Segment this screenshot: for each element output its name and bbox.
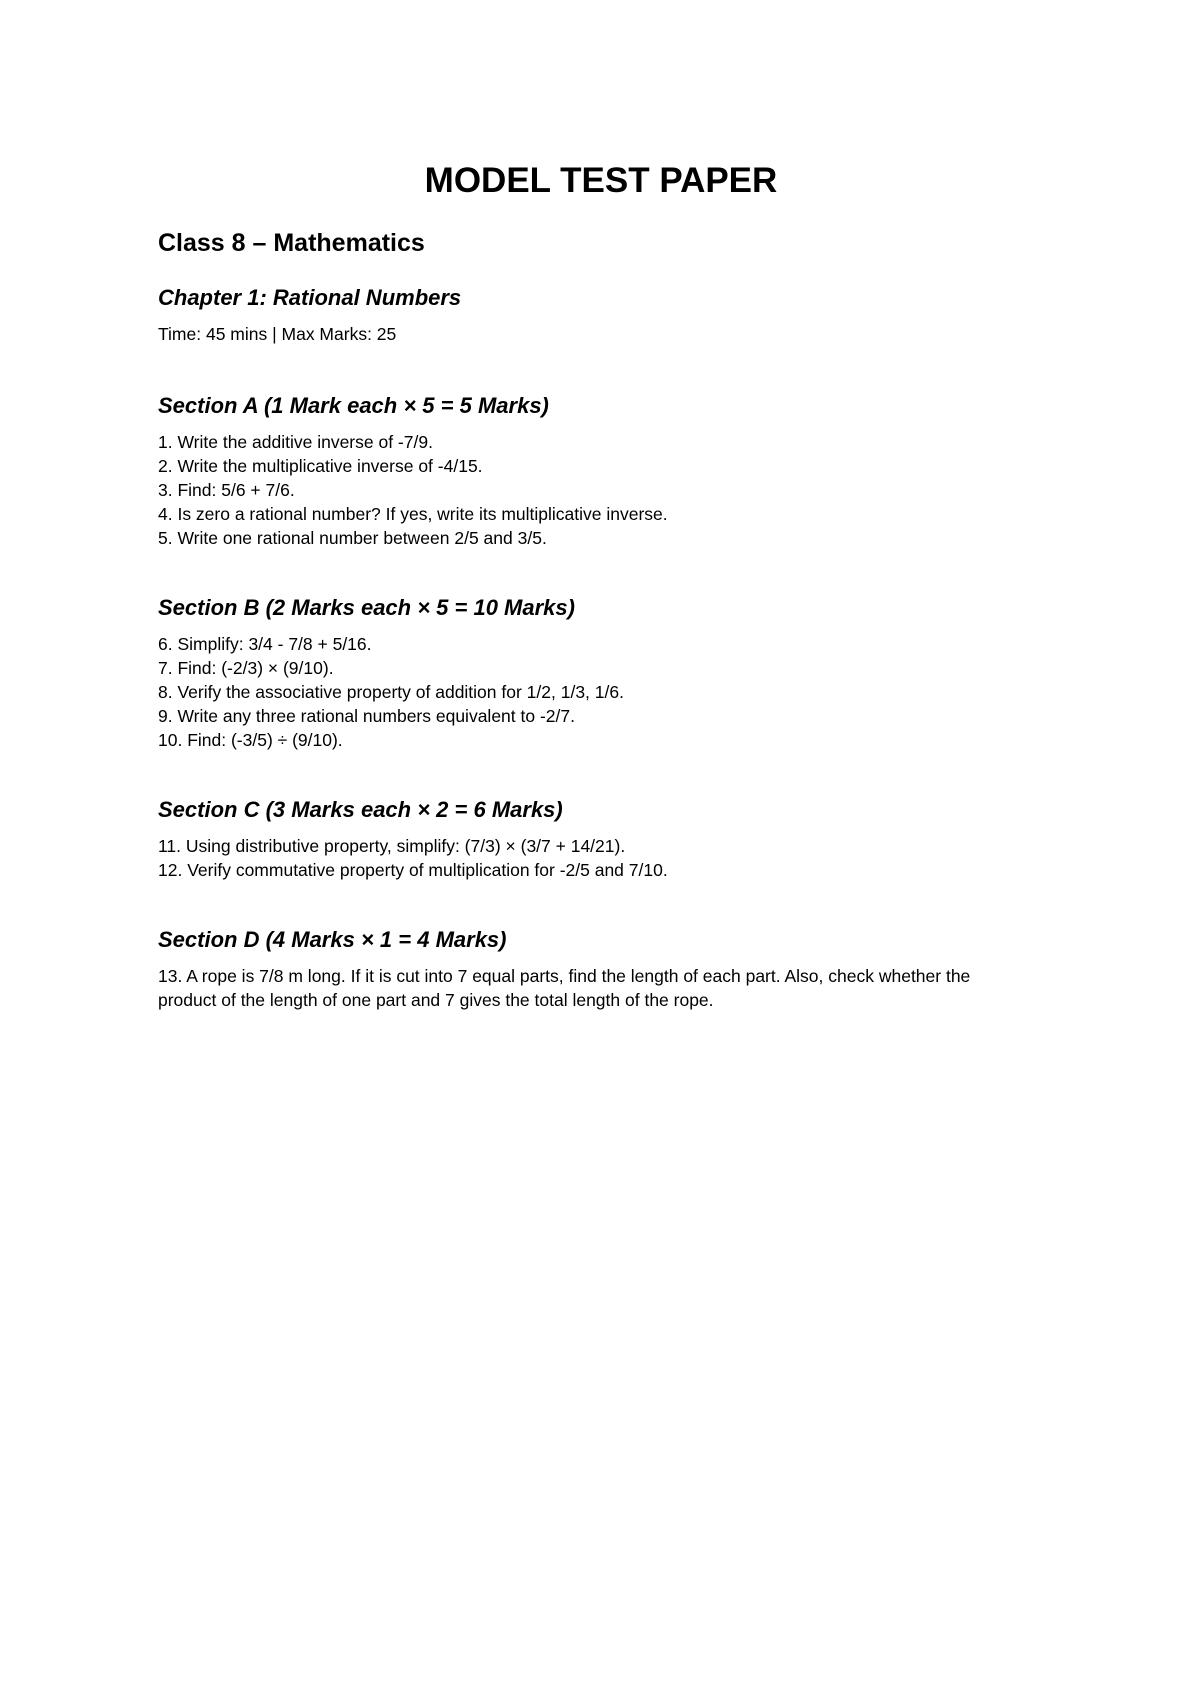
question-item: 1. Write the additive inverse of -7/9. — [158, 432, 433, 452]
question-item: 5. Write one rational number between 2/5 and 3/5. — [158, 528, 547, 548]
question-item: 6. Simplify: 3/4 - 7/8 + 5/16. — [158, 634, 372, 654]
question-item: 9. Write any three rational numbers equivalent to -2/7. — [158, 706, 575, 726]
question-list — [158, 964, 1058, 1012]
question-list — [158, 632, 1058, 752]
section-heading: Section A (1 Mark each × 5 = 5 Marks) — [158, 393, 549, 418]
question-item: 2. Write the multiplicative inverse of -4/15. — [158, 456, 483, 476]
section-c — [158, 796, 1058, 882]
question-item: 12. Verify commutative property of multiplication for -2/5 and 7/10. — [158, 860, 668, 880]
section-heading: Section B (2 Marks each × 5 = 10 Marks) — [158, 595, 575, 620]
question-item: 8. Verify the associative property of addition for 1/2, 1/3, 1/6. — [158, 682, 624, 702]
section-heading: Section D (4 Marks × 1 = 4 Marks) — [158, 927, 507, 952]
page-title: MODEL TEST PAPER — [424, 161, 778, 200]
question-list — [158, 430, 1058, 550]
section-a — [158, 392, 1058, 550]
question-list — [158, 834, 1058, 882]
document-content — [158, 150, 1058, 1012]
question-item: 11. Using distributive property, simplify: (7/3) × (3/7 + 14/21). — [158, 836, 626, 856]
question-item: 10. Find: (-3/5) ÷ (9/10). — [158, 730, 343, 750]
section-d — [158, 926, 1058, 1012]
question-item: 3. Find: 5/6 + 7/6. — [158, 480, 295, 500]
time-marks-info: Time: 45 mins | Max Marks: 25 — [158, 324, 397, 344]
question-item: 13. A rope is 7/8 m long. If it is cut into 7 equal parts, find the length of each part. Also, check whether the product of the length of one part and 7 gives the total length of the rope. — [158, 966, 971, 1010]
question-item: 7. Find: (-2/3) × (9/10). — [158, 658, 334, 678]
section-heading: Section C (3 Marks each × 2 = 6 Marks) — [158, 797, 563, 822]
class-subject-heading: Class 8 – Mathematics — [158, 229, 425, 257]
question-item: 4. Is zero a rational number? If yes, write its multiplicative inverse. — [158, 504, 668, 524]
chapter-heading: Chapter 1: Rational Numbers — [158, 285, 462, 310]
section-b — [158, 594, 1058, 752]
